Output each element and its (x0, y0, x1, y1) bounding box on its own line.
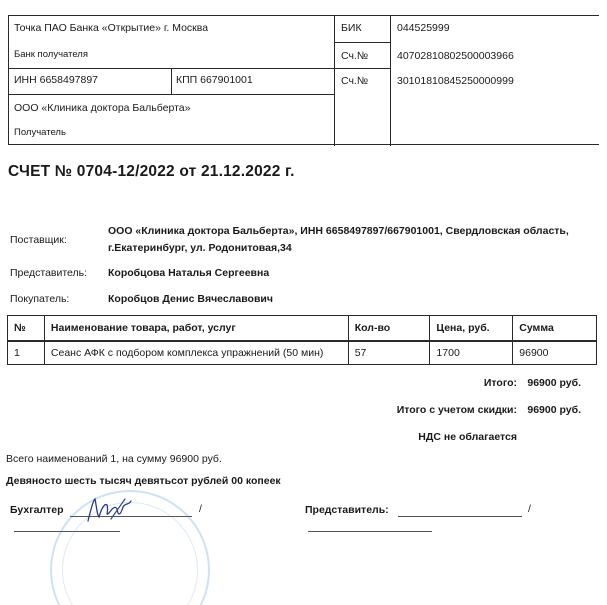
account-number: 40702810802500003966 (397, 50, 514, 62)
bik-value: 044525999 (397, 22, 450, 34)
kpp-field: КПП 667901001 (176, 74, 253, 86)
column-header-name: Наименование товара, работ, услуг (44, 316, 348, 341)
accountant-label: Бухгалтер (10, 504, 64, 516)
divider (9, 94, 334, 95)
goods-table (7, 315, 597, 365)
accountant-signature (85, 495, 135, 525)
amount-in-words: Девяносто шесть тысяч девятьсот рублей 00 копеек (6, 475, 281, 487)
items-summary: Всего наименований 1, на сумму 96900 руб. (6, 453, 222, 465)
column-header-price: Цена, руб. (430, 316, 513, 341)
discount-total-label: Итого с учетом скидки: (396, 404, 517, 416)
discount-total-value: 96900 руб. (527, 404, 581, 416)
table-row (8, 341, 597, 365)
representative-label: Представитель: (10, 267, 88, 279)
inn-field: ИНН 6658497897 (14, 74, 99, 86)
divider (334, 68, 391, 69)
accountant-name-line (14, 531, 120, 532)
representative-name-line (308, 531, 432, 532)
row-number: 1 (8, 341, 45, 365)
accountant-slash: / (199, 503, 202, 515)
bik-label: БИК (341, 22, 362, 34)
recipient-label: Получатель (14, 127, 66, 138)
bank-details (8, 15, 599, 145)
corr-account-number: 30101810845250000999 (397, 75, 514, 87)
bank-recipient-label: Банк получателя (14, 49, 88, 60)
buyer-label: Покупатель: (10, 293, 70, 305)
total-label: Итого: (483, 377, 517, 389)
row-item-name: Сеанс АФК с подбором комплекса упражнений (50 мин) (44, 341, 348, 365)
divider (171, 68, 172, 94)
column-header-number: № (8, 316, 45, 341)
table-header-row (8, 316, 597, 341)
divider (390, 16, 391, 146)
total-value: 96900 руб. (527, 377, 581, 389)
representative-signature-label: Представитель: (305, 504, 389, 516)
representative-signature-line (398, 516, 522, 517)
supplier-details-line2: г.Екатеринбург, ул. Родонитовая,34 (108, 242, 292, 254)
row-price: 1700 (430, 341, 513, 365)
representative-slash: / (528, 503, 531, 515)
column-header-sum: Сумма (513, 316, 597, 341)
row-sum: 96900 (513, 341, 597, 365)
bank-name: Точка ПАО Банка «Открытие» г. Москва (14, 22, 209, 34)
supplier-details-line1: ООО «Клиника доктора Бальберта», ИНН 6658497897/667901001, Свердловская область, (108, 225, 569, 237)
recipient-name: ООО «Клиника доктора Бальберта» (14, 102, 191, 114)
divider (334, 16, 335, 146)
account-label: Сч.№ (341, 50, 369, 62)
invoice-title: СЧЕТ № 0704-12/2022 от 21.12.2022 г. (8, 163, 295, 180)
buyer-name: Коробцов Денис Вячеславович (108, 293, 273, 305)
row-quantity: 57 (348, 341, 430, 365)
divider (334, 42, 391, 43)
representative-name: Коробцова Наталья Сергеевна (108, 267, 270, 279)
supplier-label: Поставщик: (10, 234, 67, 246)
vat-note: НДС не облагается (418, 431, 517, 443)
column-header-quantity: Кол-во (348, 316, 430, 341)
divider (9, 68, 334, 69)
corr-account-label: Сч.№ (341, 75, 369, 87)
